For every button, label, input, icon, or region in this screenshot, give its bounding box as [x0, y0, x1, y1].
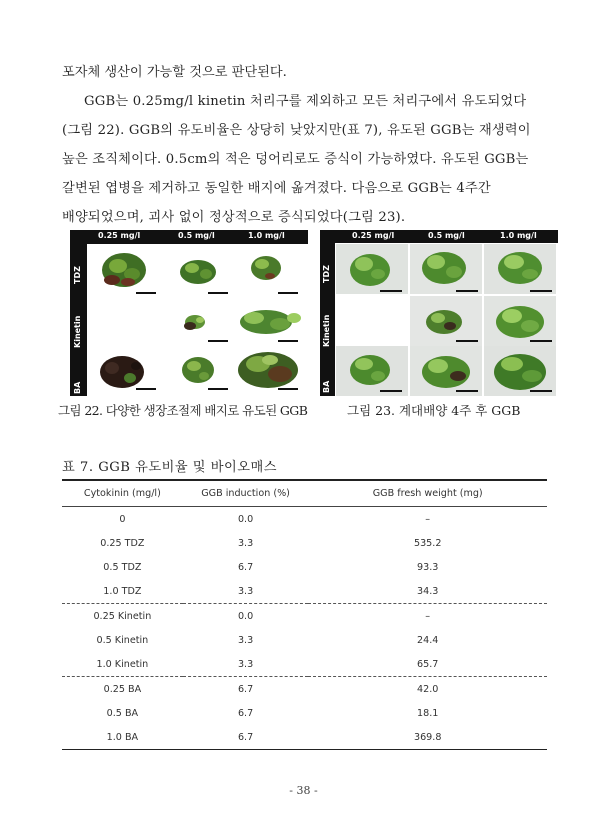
figure-23-row-header — [320, 243, 335, 396]
figure-22-col-label: 1.0 mg/l — [248, 231, 285, 240]
table-cell: 0.0 — [237, 513, 254, 525]
figure-23-row-label: Kinetin — [322, 314, 331, 347]
figure-22-col-label: 0.25 mg/l — [98, 231, 141, 240]
table-header-row — [62, 480, 547, 507]
scale-bar — [208, 340, 228, 342]
table-7-title: 표 7. GGB 유도비율 및 바이오매스 — [62, 460, 277, 475]
figure-23-col-label: 0.25 mg/l — [352, 231, 395, 240]
scale-bar — [530, 340, 552, 342]
table-row — [62, 628, 547, 652]
figure-22-row-label: BA — [73, 381, 82, 394]
table-row — [62, 604, 547, 629]
table-cell: 0.5 BA — [106, 707, 139, 719]
scale-bar — [278, 388, 298, 390]
culture-photo — [240, 248, 300, 292]
table-cell: 1.0 BA — [62, 725, 183, 750]
figure-23-row-label: TDZ — [322, 265, 331, 283]
figure-22-column-header — [70, 230, 308, 244]
body-line: 높은 조직체이다. 0.5cm의 적은 덩어리로도 증식이 가능하였다. 유도된 GGB는 — [62, 152, 529, 167]
figure-22 — [70, 230, 308, 396]
table-cell: 65.7 — [308, 652, 547, 677]
table-cell: 6.7 — [237, 707, 254, 719]
table-cell: 6.7 — [183, 725, 309, 750]
table-cell: 369.8 — [308, 725, 547, 750]
table-cell: 3.3 — [183, 579, 309, 604]
table-cell: 18.1 — [417, 707, 439, 719]
culture-photo — [175, 308, 225, 338]
figure-23-column-header — [320, 230, 558, 243]
figure-23-col-label: 0.5 mg/l — [428, 231, 465, 240]
table-row — [62, 725, 547, 750]
table-cell: 93.3 — [417, 561, 439, 573]
culture-photo — [410, 296, 482, 346]
scale-bar — [456, 290, 478, 292]
figure-23-caption: 그림 23. 계대배양 4주 후 GGB — [347, 403, 521, 418]
table-cell: – — [425, 610, 431, 622]
table-row — [62, 701, 547, 725]
scale-bar — [380, 290, 402, 292]
table-cell: 1.0 TDZ — [62, 579, 183, 604]
body-line: (그림 22). GGB의 유도비율은 상당히 낮았지만(표 7), 유도된 GGB는 재생력이 — [62, 123, 531, 138]
scale-bar — [278, 292, 298, 294]
figure-22-row-label: Kinetin — [73, 315, 82, 348]
figure-22-caption: 그림 22. 다양한 생장조절제 배지로 유도된 GGB — [58, 403, 308, 418]
scale-bar — [278, 340, 298, 342]
table-row — [62, 652, 547, 677]
culture-photo — [170, 250, 230, 294]
scale-bar — [136, 292, 156, 294]
culture-photo — [484, 296, 556, 346]
table-cell: 0 — [119, 513, 126, 525]
table-row — [62, 579, 547, 604]
table-cell: 42.0 — [417, 683, 439, 695]
table-cell: 0.5 Kinetin — [96, 634, 149, 646]
scale-bar — [208, 292, 228, 294]
table-row — [62, 677, 547, 702]
figure-23-row-label: BA — [322, 380, 331, 393]
scale-bar — [208, 388, 228, 390]
body-line-0: 포자체 생산이 가능할 것으로 판단된다. — [62, 65, 287, 80]
culture-photo — [336, 346, 408, 396]
table-7 — [62, 479, 547, 750]
table-cell: – — [425, 513, 431, 525]
body-paragraph — [62, 87, 552, 232]
body-line: GGB는 0.25mg/l kinetin 처리구를 제외하고 모든 처리구에서 유도되었다 — [84, 94, 527, 109]
page-number: - 38 - — [289, 784, 318, 797]
table-header-cell: Cytokinin (mg/l) — [62, 480, 183, 507]
culture-photo — [90, 344, 160, 394]
table-cell: 0.25 Kinetin — [93, 610, 152, 622]
culture-photo — [336, 244, 408, 294]
table-cell: 1.0 Kinetin — [62, 652, 183, 677]
culture-photo — [484, 244, 556, 294]
figure-23 — [320, 230, 558, 396]
culture-photo — [230, 344, 306, 394]
scale-bar — [530, 290, 552, 292]
figure-22-col-label: 0.5 mg/l — [178, 231, 215, 240]
figure-23-col-label: 1.0 mg/l — [500, 231, 537, 240]
culture-photo — [230, 304, 306, 340]
table-cell: 0.0 — [237, 610, 254, 622]
scale-bar — [456, 340, 478, 342]
table-cell: 0.25 TDZ — [100, 537, 145, 549]
table-cell: 0.25 BA — [103, 683, 142, 695]
culture-photo — [484, 346, 556, 396]
culture-photo — [410, 346, 482, 396]
figure-22-row-label: TDZ — [73, 266, 82, 284]
table-cell: 3.3 — [183, 652, 309, 677]
table-cell: 6.7 — [237, 683, 254, 695]
table-cell: 24.4 — [417, 634, 439, 646]
culture-photo — [90, 246, 160, 296]
culture-photo — [170, 348, 230, 392]
scale-bar — [136, 388, 156, 390]
table-cell: 6.7 — [237, 561, 254, 573]
figure-22-row-header — [70, 244, 87, 396]
table-cell: 535.2 — [413, 537, 442, 549]
scale-bar — [380, 390, 402, 392]
body-line: 배양되었으며, 괴사 없이 정상적으로 증식되었다(그림 23). — [62, 210, 406, 225]
table-cell: 3.3 — [237, 634, 254, 646]
body-line: 갈변된 엽병을 제거하고 동일한 배지에 옮겨졌다. 다음으로 GGB는 4주간 — [62, 181, 491, 196]
table-header-cell: GGB induction (%) — [183, 480, 309, 507]
scale-bar — [456, 390, 478, 392]
table-row — [62, 555, 547, 579]
table-cell: 3.3 — [237, 537, 254, 549]
scale-bar — [530, 390, 552, 392]
table-header-cell: GGB fresh weight (mg) — [308, 480, 547, 507]
culture-photo — [410, 244, 482, 294]
table-row — [62, 531, 547, 555]
table-cell: 0.5 TDZ — [103, 561, 142, 573]
table-row — [62, 507, 547, 532]
table-cell: 34.3 — [308, 579, 547, 604]
